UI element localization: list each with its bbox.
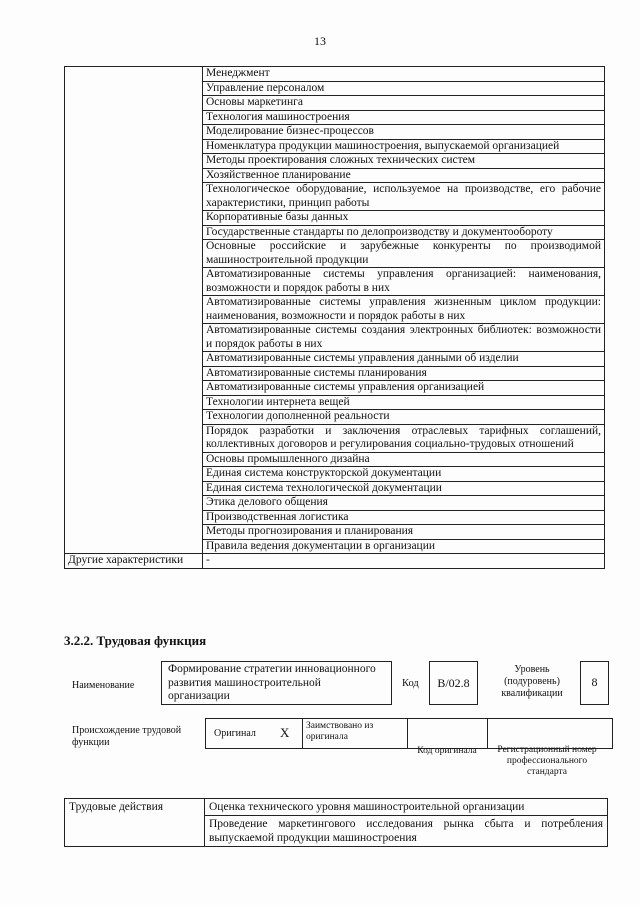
knowledge-item: Автоматизированные системы управления жизненным циклом продукции: наименования, возможности и порядок работы в них: [203, 296, 605, 324]
original-label: Оригинал: [214, 728, 256, 739]
knowledge-item: Автоматизированные системы управления организацией: наименования, возможности и порядок работы в них: [203, 268, 605, 296]
knowledge-item: Автоматизированные системы создания электронных библиотек: возможности и порядок работы в них: [203, 324, 605, 352]
actions-label: Трудовые действия: [65, 799, 205, 847]
knowledge-item: Методы прогнозирования и планирования: [203, 525, 605, 540]
borrowed-label: Заимствовано из оригинала: [306, 721, 374, 742]
knowledge-item: Порядок разработки и заключения отраслевых тарифных соглашений, коллективных договоров и регулирования социально-трудовых отношений: [203, 424, 605, 452]
action-item-1: Оценка технического уровня машиностроительной организации: [205, 799, 608, 816]
knowledge-item: Этика делового общения: [203, 496, 605, 511]
table-row: [65, 67, 605, 82]
knowledge-item: Единая система конструкторской документации: [203, 467, 605, 482]
other-characteristics-value: -: [203, 554, 605, 569]
actions-table: [64, 798, 608, 847]
knowledge-item: Корпоративные базы данных: [203, 211, 605, 226]
code-original-caption: Код оригинала: [417, 746, 477, 756]
level-value: 8: [591, 675, 598, 689]
table-row: [65, 554, 605, 569]
origin-label: Происхождение трудовой функции: [72, 725, 182, 748]
knowledge-item: Правила ведения документации в организации: [203, 539, 605, 554]
knowledge-item: Производственная логистика: [203, 510, 605, 525]
reg-number-caption: Регистрационный номер профессионального стандарта: [497, 745, 597, 777]
knowledge-item: Технологии интернета вещей: [203, 395, 605, 410]
knowledge-item: Автоматизированные системы планирования: [203, 366, 605, 381]
name-value: Формирование стратегии инновационного развития машиностроительной организации: [168, 663, 376, 702]
knowledge-item: Основы промышленного дизайна: [203, 452, 605, 467]
page-number: 13: [314, 34, 326, 48]
knowledge-item: Методы проектирования сложных технических систем: [203, 154, 605, 169]
knowledge-item: Единая система технологической документации: [203, 481, 605, 496]
knowledge-item: Хозяйственное планирование: [203, 168, 605, 183]
knowledge-item: Технологическое оборудование, используемое на производстве, его рабочие характеристики, принцип работы: [203, 183, 605, 211]
knowledge-item: Автоматизированные системы управления организацией: [203, 381, 605, 396]
knowledge-item: Моделирование бизнес-процессов: [203, 125, 605, 140]
section-title: 3.2.2. Трудовая функция: [64, 633, 207, 648]
action-item-2: Проведение маркетингового исследования рынка сбыта и потребления выпускаемой продукции машиностроения: [205, 816, 608, 847]
knowledge-item: Основные российские и зарубежные конкуренты по производимой машиностроительной продукции: [203, 240, 605, 268]
code-label: Код: [402, 678, 419, 689]
level-label: Уровень (подуровень) квалификации: [501, 664, 563, 699]
knowledge-item: Управление персоналом: [203, 81, 605, 96]
original-mark: X: [280, 725, 290, 740]
knowledge-item: Номенклатура продукции машиностроения, выпускаемой организацией: [203, 139, 605, 154]
action-row: [65, 799, 608, 816]
knowledge-item: Технологии дополненной реальности: [203, 410, 605, 425]
knowledge-item: Основы маркетинга: [203, 96, 605, 111]
knowledge-item: Технология машиностроения: [203, 110, 605, 125]
name-label: Наименование: [72, 680, 135, 691]
knowledge-item: Государственные стандарты по делопроизводству и документообороту: [203, 225, 605, 240]
code-box: [429, 661, 478, 705]
other-characteristics-label: Другие характеристики: [65, 554, 203, 569]
knowledge-label-cell: [65, 67, 203, 554]
code-value: В/02.8: [437, 676, 470, 690]
name-box: [161, 661, 392, 705]
knowledge-item: Автоматизированные системы управления данными об изделии: [203, 352, 605, 367]
knowledge-item: Менеджмент: [203, 67, 605, 82]
knowledge-table: [64, 66, 605, 569]
level-box: [580, 661, 609, 705]
